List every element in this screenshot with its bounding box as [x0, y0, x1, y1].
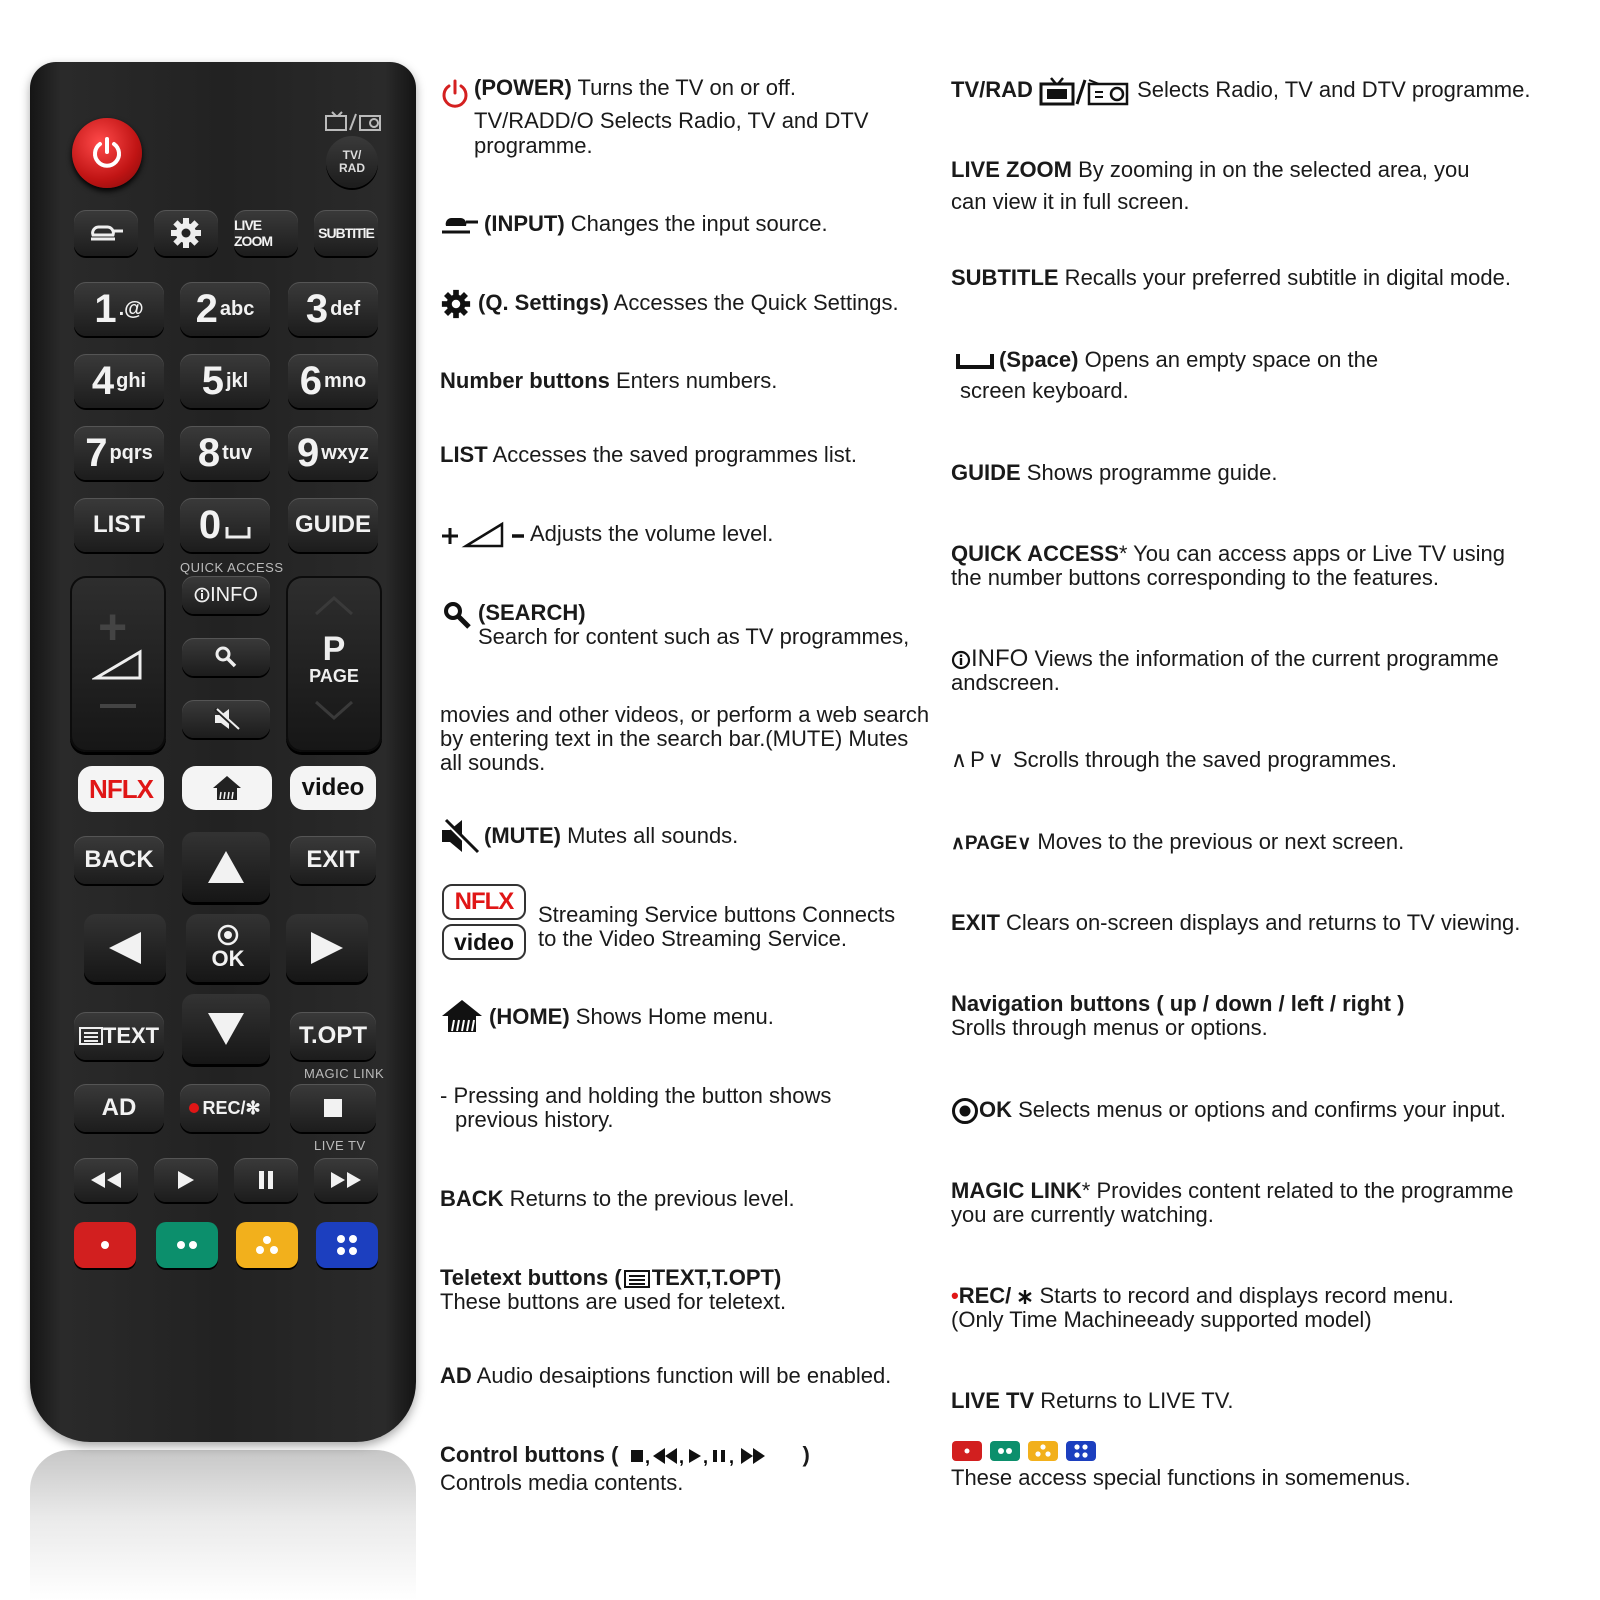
space-icon — [225, 525, 251, 539]
ml-text: * Provides content related to the programme — [1081, 1178, 1514, 1203]
rec-title: REC/ — [958, 1283, 1012, 1308]
letters: def — [330, 297, 361, 320]
mute-button[interactable] — [182, 700, 270, 738]
power-title: (POWER) — [474, 75, 572, 100]
search-button[interactable] — [182, 638, 270, 676]
home-text: Shows Home menu. — [569, 1004, 774, 1029]
digit: 0 — [198, 502, 222, 547]
number-3-button[interactable] — [288, 282, 378, 336]
qa-title: QUICK ACCESS — [951, 541, 1119, 566]
stop-icon — [323, 1098, 343, 1118]
ad-label: AD — [101, 1094, 137, 1121]
green-button[interactable] — [156, 1222, 218, 1268]
red-button[interactable] — [74, 1222, 136, 1268]
search-line3: movies and other videos, or perform a web search — [440, 702, 930, 727]
hold-line2: previous history. — [455, 1107, 614, 1132]
info-title: INFO — [971, 645, 1029, 672]
digit: 1 — [94, 286, 117, 331]
ok-label: OK — [211, 946, 245, 971]
qs-title: (Q. Settings) — [478, 290, 609, 315]
chevron-down-icon — [312, 700, 356, 722]
stream-line2: to the Video Streaming Service. — [538, 926, 847, 951]
play-button[interactable] — [154, 1158, 218, 1202]
space-icon — [955, 352, 995, 370]
mute-text: Mutes all sounds. — [560, 823, 739, 848]
digit: 8 — [197, 430, 221, 475]
rewind-icon — [89, 1170, 123, 1190]
svg-text:,: , — [702, 1447, 708, 1467]
list-label: LIST — [93, 511, 145, 538]
livezoom-desc — [951, 158, 1469, 182]
subtitle-desc — [951, 266, 1511, 290]
digit: 3 — [305, 286, 329, 331]
fast-forward-button[interactable] — [314, 1158, 378, 1202]
volume-icon — [92, 648, 144, 680]
livezoom-text: By zooming in on the selected area, you — [1072, 157, 1470, 182]
qa-text: * You can access apps or Live TV using — [1118, 541, 1505, 566]
page-title: ∧PAGE∨ — [951, 833, 1032, 854]
search-line5: all sounds. — [440, 750, 546, 775]
info-icon — [951, 650, 971, 670]
tv-radio-icon — [324, 110, 384, 132]
info-label: INFO — [210, 583, 258, 606]
svg-text:,: , — [728, 1447, 734, 1467]
exit-button[interactable] — [290, 836, 376, 884]
plus-icon: + — [98, 599, 128, 655]
ad-text: Audio desaiptions function will be enabled. — [471, 1363, 892, 1388]
num-desc — [440, 369, 777, 393]
space-text: Opens an empty space on the — [1078, 347, 1379, 372]
tv-rad-button[interactable] — [326, 136, 378, 188]
svg-text:,: , — [678, 1447, 684, 1467]
record-dot-icon: • — [951, 1283, 959, 1308]
input-text: Changes the input source. — [564, 211, 828, 236]
nflx-label: NFLX — [89, 773, 153, 804]
guide-title: GUIDE — [951, 460, 1021, 485]
ok-icon — [217, 924, 239, 946]
input-icon — [440, 212, 480, 238]
netflix-button[interactable] — [78, 766, 164, 812]
ml-desc — [951, 1179, 1513, 1203]
nflx-badge — [442, 884, 526, 920]
page-text: Moves to the previous or next screen. — [1031, 829, 1405, 854]
letters: wxyz — [321, 441, 370, 464]
svg-text:,: , — [644, 1447, 650, 1467]
arrow-left-icon — [107, 930, 143, 966]
ok-title: OK — [979, 1096, 1012, 1122]
nflx-badge-text: NFLX — [454, 888, 514, 915]
rec-desc — [951, 1284, 1454, 1308]
topt-button[interactable] — [290, 1012, 376, 1060]
rec-label: REC/✻ — [202, 1097, 261, 1118]
video-label: video — [301, 774, 365, 801]
stream-line1: Streaming Service buttons Connects — [538, 902, 896, 927]
back-text: Returns to the previous level. — [503, 1186, 795, 1211]
input-button[interactable] — [74, 210, 138, 256]
info-desc — [951, 647, 1499, 671]
search-title — [478, 601, 586, 625]
digit: 2 — [195, 286, 218, 331]
control-symbols-icon — [629, 1446, 799, 1466]
guide-text: Shows programme guide. — [1020, 460, 1278, 485]
teletext-topt-key: ,T.OPT) — [705, 1265, 782, 1290]
nav-line2: Srolls through menus or options. — [951, 1015, 1268, 1040]
live-zoom-label: LIVE ZOOM — [234, 217, 272, 249]
two-dots-icon — [175, 1240, 199, 1250]
input-icon — [87, 221, 125, 245]
number-1-button[interactable] — [74, 282, 164, 336]
four-dots-icon — [336, 1234, 358, 1256]
space-line2: screen keyboard. — [960, 378, 1129, 403]
quick-settings-button[interactable] — [154, 210, 218, 256]
exit-text: Clears on-screen displays and returns to TV viewing. — [999, 910, 1521, 935]
teletext-line2: These buttons are used for teletext. — [440, 1289, 787, 1314]
tvrad-text: Selects Radio, TV and DTV programme. — [1131, 76, 1531, 102]
number-8-button[interactable] — [180, 426, 270, 480]
hold-line1: - Pressing and holding the button shows — [440, 1083, 832, 1108]
livetv-text: Returns to LIVE TV. — [1034, 1388, 1234, 1413]
letters: tuv — [222, 441, 253, 464]
blue-button[interactable] — [316, 1222, 378, 1268]
info-line2: andscreen. — [951, 670, 1060, 695]
letters: ghi — [116, 369, 147, 392]
volume-symbol-icon — [440, 520, 530, 550]
livezoom-line2: can view it in full screen. — [951, 189, 1190, 214]
number-6-button[interactable] — [288, 354, 378, 408]
rec-button[interactable] — [180, 1084, 270, 1132]
livezoom-title: LIVE ZOOM — [951, 157, 1072, 182]
quick-access-label: QUICK ACCESS — [180, 560, 284, 575]
video-badge — [442, 924, 526, 960]
page-label: PAGE — [309, 666, 359, 686]
subtitle-title: SUBTITLE — [951, 265, 1059, 290]
mute-icon — [440, 818, 480, 854]
pv-text: Scrolls through the saved programmes. — [1006, 747, 1397, 772]
tvrad-desc — [951, 76, 1530, 106]
list-text: Accesses the saved programmes list. — [487, 442, 857, 467]
letters: pqrs — [109, 441, 153, 464]
one-dot-icon — [101, 1241, 109, 1249]
search-icon — [213, 644, 239, 670]
rec-text: Starts to record and displays record menu. — [1033, 1283, 1455, 1308]
livetv-title: LIVE TV — [951, 1388, 1035, 1413]
subtitle-label: SUBTITlE — [318, 225, 374, 241]
pause-icon — [257, 1169, 275, 1191]
ad-title: AD — [440, 1363, 472, 1388]
livetv-desc — [951, 1389, 1233, 1413]
tvrad-title: TV/RAD — [951, 76, 1033, 102]
arrow-right-icon — [309, 930, 345, 966]
topt-label: T.OPT — [298, 1022, 367, 1049]
stop-button[interactable] — [290, 1084, 376, 1132]
live-zoom-button[interactable] — [234, 210, 298, 256]
ok-text: Selects menus or options and confirms your input. — [1012, 1096, 1507, 1122]
gear-icon — [440, 288, 472, 320]
digit: 7 — [85, 430, 108, 475]
pv-title: ∧P∨ — [951, 747, 1007, 772]
qa-desc — [951, 542, 1505, 566]
control-line2: Controls media contents. — [440, 1470, 684, 1495]
home-desc — [489, 1005, 774, 1029]
ml-title: MAGIC LINK — [951, 1178, 1082, 1203]
power-icon — [89, 135, 125, 171]
back-title: BACK — [440, 1186, 504, 1211]
power-line3: programme. — [474, 133, 593, 158]
record-dot-icon — [189, 1103, 199, 1113]
teletext-desc — [440, 1266, 781, 1290]
back-desc — [440, 1187, 795, 1211]
control-close: ) — [802, 1442, 810, 1467]
tv-rad-label: TV/ RAD — [339, 148, 365, 175]
list-title: LIST — [440, 442, 488, 467]
page-desc — [951, 830, 1404, 856]
info-icon — [194, 587, 210, 603]
number-4-button[interactable] — [74, 354, 164, 408]
power-line2: TV/RADD/O Selects Radio, TV and DTV — [474, 108, 869, 133]
gear-icon — [169, 216, 203, 250]
mute-title: (MUTE) — [484, 823, 561, 848]
power-button[interactable] — [72, 118, 142, 188]
home-button[interactable] — [182, 766, 272, 810]
tv-radio-icon — [1039, 76, 1131, 106]
chevron-up-icon — [312, 594, 356, 616]
search-line2: Search for content such as TV programmes, — [478, 624, 910, 649]
video-button[interactable] — [290, 766, 376, 810]
back-label: BACK — [84, 846, 154, 873]
search-line4: by entering text in the search bar.(MUTE) Mutes — [440, 726, 909, 751]
info-button[interactable] — [182, 576, 270, 614]
number-0-button[interactable] — [180, 498, 270, 552]
mute-icon — [211, 707, 241, 731]
subtitle-text: Recalls your preferred subtitle in digital mode. — [1058, 265, 1512, 290]
digit: 9 — [296, 430, 320, 475]
up-button[interactable] — [182, 832, 270, 902]
control-desc — [440, 1443, 810, 1467]
letters: abc — [219, 297, 255, 320]
number-7-button[interactable] — [74, 426, 164, 480]
digit: 6 — [299, 358, 323, 403]
vol-desc: Adjusts the volume level. — [530, 521, 774, 546]
volume-rocker[interactable] — [70, 576, 166, 752]
live-tv-label: LIVE TV — [314, 1138, 366, 1153]
qs-text: Accesses the Quick Settings. — [608, 290, 899, 315]
exit-desc — [951, 911, 1520, 935]
exit-label: EXIT — [306, 846, 360, 873]
list-button[interactable] — [74, 498, 164, 552]
ok-icon — [951, 1097, 979, 1125]
ad-button[interactable] — [74, 1084, 164, 1132]
ok-desc — [951, 1097, 1506, 1125]
power-desc — [474, 76, 796, 100]
letters: .@ — [118, 297, 144, 320]
teletext-text-key: TEXT — [651, 1265, 706, 1290]
number-5-button[interactable] — [180, 354, 270, 408]
right-button[interactable] — [286, 914, 368, 982]
guide-label: GUIDE — [294, 511, 371, 538]
info-text: Views the information of the current programme — [1028, 646, 1499, 671]
space-title: (Space) — [999, 347, 1079, 372]
space-desc — [999, 348, 1378, 372]
input-title: (INPUT) — [484, 211, 565, 236]
digit: 5 — [201, 358, 224, 403]
home-icon — [211, 774, 243, 802]
home-icon — [440, 998, 484, 1034]
mute-desc — [484, 824, 738, 848]
arrow-up-icon — [206, 849, 246, 885]
text-label: TEXT — [102, 1023, 160, 1048]
letters: mno — [324, 369, 367, 392]
teletext-title: Teletext buttons ( — [440, 1265, 622, 1290]
left-button[interactable] — [84, 914, 166, 982]
digit: 4 — [91, 358, 115, 403]
control-title: Control buttons ( — [440, 1442, 619, 1467]
letters: jkl — [226, 369, 249, 392]
search-title-text: (SEARCH) — [478, 600, 586, 625]
ad-desc — [440, 1364, 891, 1388]
asterisk-icon — [1017, 1289, 1033, 1305]
colors-desc: These access special functions in somemenus. — [951, 1465, 1411, 1490]
pv-desc — [951, 748, 1397, 772]
color-buttons-icon — [951, 1440, 1097, 1462]
power-icon — [440, 78, 470, 110]
minus-icon — [100, 704, 136, 708]
num-text: Enters numbers. — [609, 368, 778, 393]
search-icon — [442, 600, 474, 632]
list-desc — [440, 443, 857, 467]
nav-desc — [951, 992, 1404, 1016]
teletext-icon — [624, 1270, 650, 1288]
rewind-button[interactable] — [74, 1158, 138, 1202]
page-rocker[interactable] — [286, 576, 382, 752]
page-p-label: P — [322, 630, 346, 668]
pause-button[interactable] — [234, 1158, 298, 1202]
text-button[interactable] — [74, 1012, 164, 1060]
guide-desc — [951, 461, 1277, 485]
guide-button[interactable] — [288, 498, 378, 552]
num-title: Number buttons — [440, 368, 610, 393]
home-title: (HOME) — [489, 1004, 570, 1029]
three-dots-icon — [255, 1235, 279, 1255]
ml-line2: you are currently watching. — [951, 1202, 1214, 1227]
qa-line2: the number buttons corresponding to the features. — [951, 565, 1439, 590]
exit-title: EXIT — [951, 910, 1000, 935]
nav-title: Navigation buttons ( up / down / left / right ) — [951, 991, 1405, 1016]
magic-link-label: MAGIC LINK — [304, 1066, 385, 1081]
teletext-icon — [79, 1027, 103, 1045]
fast-forward-icon — [329, 1170, 363, 1190]
back-button[interactable] — [74, 836, 164, 884]
arrow-down-icon — [206, 1011, 246, 1047]
down-button[interactable] — [182, 994, 270, 1064]
play-icon — [176, 1169, 196, 1191]
remote-reflection — [30, 1450, 416, 1600]
yellow-button[interactable] — [236, 1222, 298, 1268]
input-desc — [484, 212, 828, 236]
power-text: Turns the TV on or off. — [571, 75, 796, 100]
rec-line2: (Only Time Machineeady supported model) — [951, 1307, 1372, 1332]
qs-desc — [478, 291, 899, 315]
ok-button[interactable] — [186, 914, 270, 982]
subtitle-button[interactable] — [314, 210, 378, 256]
video-badge-text: video — [453, 928, 515, 955]
number-2-button[interactable] — [180, 282, 270, 336]
number-9-button[interactable] — [288, 426, 378, 480]
